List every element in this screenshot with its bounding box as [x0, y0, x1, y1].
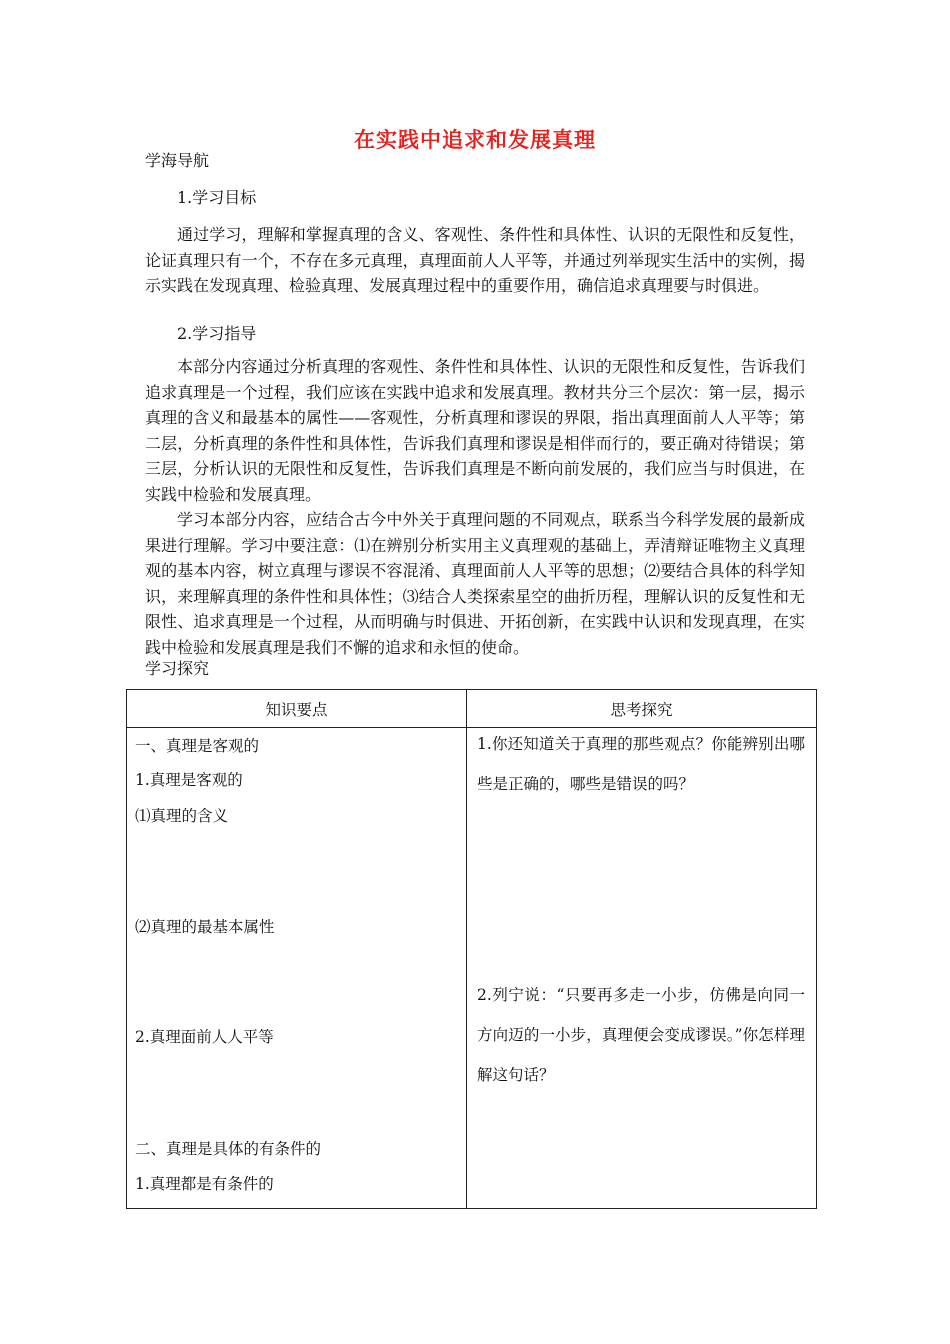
- thinking-question-2: 2.列宁说：“只要再多走一小步，仿佛是向同一方向迈的一小步，真理便会变成谬误。”你怎样理解这句话？: [477, 986, 805, 1084]
- knowledge-item: 一、真理是客观的: [135, 737, 260, 755]
- section-heading-navigation: 学海导航: [145, 151, 210, 170]
- thinking-cell: [467, 728, 817, 1209]
- table-header-row: [127, 690, 817, 728]
- table-header-thinking: 思考探究: [467, 690, 817, 728]
- guide-heading: 2.学习指导: [177, 324, 257, 343]
- guide-text-2: 学习本部分内容，应结合古今中外关于真理问题的不同观点，联系当今科学发展的最新成果进行理解。学习中要注意：⑴在辨别分析实用主义真理观的基础上，弄清辩证唯物主义真理观的基本内容，树立真理与谬误不容混淆、真理面前人人平等的思想；⑵要结合具体的科学知识，来理解真理的条件性和具体性；⑶结合人类探索星空的曲折历程，理解认识的反复性和无限性、追求真理是一个过程，从而明确与时俱进、开拓创新，在实践中认识和发现真理，在实践中检验和发展真理是我们不懈的追求和永恒的使命。: [145, 510, 805, 657]
- knowledge-item: ⑴真理的含义: [135, 807, 229, 825]
- goal-heading: 1.学习目标: [177, 188, 257, 207]
- knowledge-item: 2.真理面前人人平等: [135, 1028, 274, 1046]
- section-heading-explore: 学习探究: [145, 659, 210, 678]
- knowledge-item: 二、真理是具体的有条件的: [135, 1140, 322, 1158]
- knowledge-item: 1.真理是客观的: [135, 771, 243, 789]
- study-table: [126, 689, 817, 1209]
- goal-paragraph: [145, 222, 805, 299]
- table-body-row: [127, 728, 817, 1209]
- guide-paragraph-1: [145, 354, 805, 507]
- guide-text-1: 本部分内容通过分析真理的客观性、条件性和具体性、认识的无限性和反复性，告诉我们追求真理是一个过程，我们应该在实践中追求和发展真理。教材共分三个层次：第一层，揭示真理的含义和最基本的属性——客观性，分析真理和谬误的界限，指出真理面前人人平等；第二层，分析真理的条件性和具体性，告诉我们真理和谬误是相伴而行的，要正确对待错误；第三层，分析认识的无限性和反复性，告诉我们真理是不断向前发展的，我们应当与时俱进，在实践中检验和发展真理。: [145, 357, 805, 504]
- page-title: 在实践中追求和发展真理: [354, 128, 596, 152]
- knowledge-item: 1.真理都是有条件的: [135, 1175, 274, 1193]
- knowledge-cell: [127, 728, 467, 1209]
- knowledge-item: ⑵真理的最基本属性: [135, 918, 275, 936]
- thinking-question-1: 1.你还知道关于真理的那些观点？你能辨别出哪些是正确的，哪些是错误的吗？: [477, 735, 805, 793]
- table-header-knowledge: 知识要点: [127, 690, 467, 728]
- goal-text: 通过学习，理解和掌握真理的含义、客观性、条件性和具体性、认识的无限性和反复性，论证真理只有一个，不存在多元真理，真理面前人人平等，并通过列举现实生活中的实例，揭示实践在发现真理、检验真理、发展真理过程中的重要作用，确信追求真理要与时俱进。: [145, 225, 805, 295]
- guide-paragraph-2: [145, 507, 805, 660]
